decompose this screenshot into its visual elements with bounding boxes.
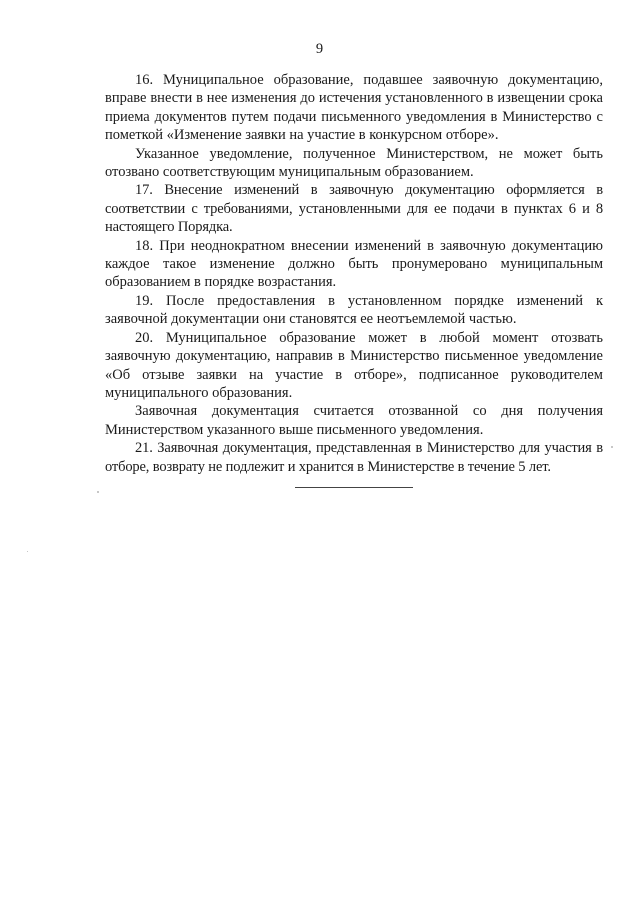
- paragraph-19: 19. После предоставления в установленном порядке изменений к заявочной документации они становятся ее неотъемлемой частью.: [105, 292, 603, 328]
- scan-speck: [97, 491, 99, 493]
- paragraph-21: 21. Заявочная документация, представленная в Министерство для участия в отборе, возврату не подлежит и хранится в Министерстве в течение 5 лет.: [105, 440, 603, 475]
- paragraph-20: 20. Муниципальное образование может в любой момент отозвать заявочную документацию, направив в Министерство письменное уведомление «Об отзыве заявки на участие в отборе», подписанное руководителем муниципального образования.: [105, 329, 603, 401]
- scan-speck: [611, 446, 613, 448]
- paragraph-18: 18. При неоднократном внесении изменений в заявочную документацию каждое такое изменение должно быть пронумеровано муниципальным образованием в порядке возрастания.: [105, 237, 603, 291]
- page-number: 9: [315, 41, 324, 57]
- scan-speck: [27, 551, 28, 552]
- end-of-text-rule: [295, 487, 413, 488]
- paragraph-20-withdrawal: Заявочная документация считается отозванной со дня получения Министерством указанного выше письменного уведомления.: [105, 403, 603, 438]
- paragraph-16-notice: Указанное уведомление, полученное Министерством, не может быть отозвано соответствующим муниципальным образованием.: [105, 145, 603, 181]
- paragraph-16: 16. Муниципальное образование, подавшее заявочную документацию, вправе внести в нее изменения до истечения установленного в извещении срока приема документов путем подачи письменного уведомления в Министерство с пометкой «Изменение заявки на участие в конкурсном отборе».: [105, 72, 603, 144]
- document-body: [105, 71, 603, 476]
- paragraph-17: 17. Внесение изменений в заявочную документацию оформляется в соответствии с требованиями, установленными для ее подачи в пунктах 6 и 8 настоящего Порядка.: [105, 182, 603, 236]
